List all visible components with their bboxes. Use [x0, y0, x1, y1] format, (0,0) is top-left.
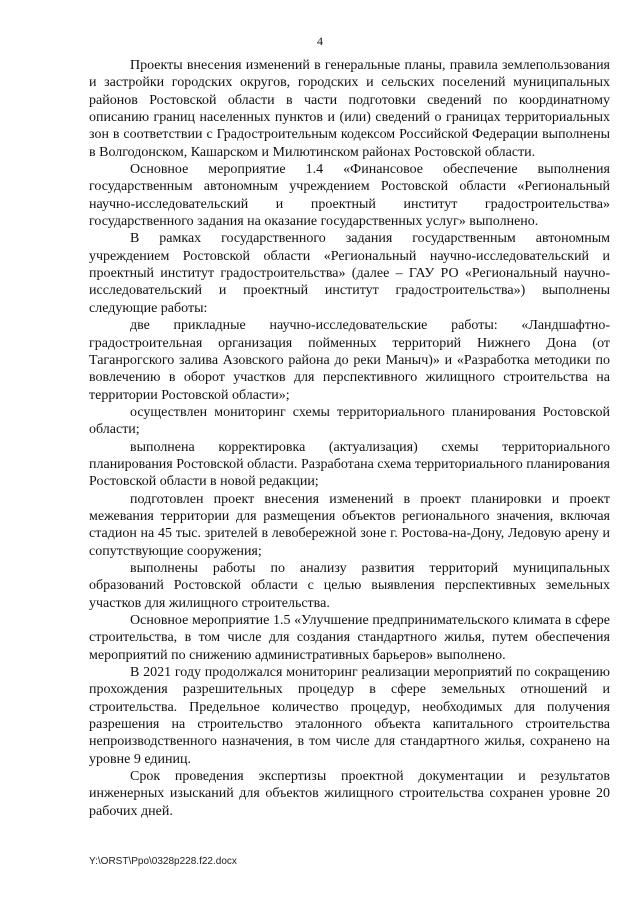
paragraph-2: Основное мероприятие 1.4 «Финансовое обеспечение выполнения государственным автономным учреждением Ростовской области «Региональный научно-исследовательский и проектный институт градостроительства» государственного задания на оказание государственных услуг» выполнено. — [89, 162, 610, 230]
paragraph-10: В 2021 году продолжался мониторинг реализации мероприятий по сокращению прохождения разрешительных процедур в сфере земельных отношений и строительства. Предельное количество процедур, необходимых для получения разрешения на строительство эталонного объекта капитального строительства непроизводственного назначения, в том числе для стандартного жилья, сохранено на уровне 9 единиц. — [89, 665, 610, 767]
paragraph-5: осуществлен мониторинг схемы территориального планирования Ростовской области; — [89, 404, 610, 438]
document-body — [89, 57, 610, 820]
paragraph-3: В рамках государственного задания государственным автономным учреждением Ростовской области «Региональный научно-исследовательский и проектный институт градостроительства» (далее – ГАУ РО «Региональный научно-исследовательский и проектный институт градостроительства») выполнены следующие работы: — [89, 231, 610, 316]
paragraph-8: выполнены работы по анализу развития территорий муниципальных образований Ростовской области с целью выявления перспективных земельных участков для жилищного строительства. — [89, 560, 610, 611]
paragraph-4: две прикладные научно-исследовательские работы: «Ландшафтно-градостроительная организация пойменных территорий Нижнего Дона (от Таганрогского залива Азовского района до реки Маныч)» и «Разработка методики по вовлечению в оборот участков для перспективного жилищного строительства на территории Ростовской области»; — [89, 318, 610, 403]
paragraph-7: подготовлен проект внесения изменений в проект планировки и проект межевания территории для размещения объектов регионального значения, включая стадион на 45 тыс. зрителей в левобережной зоне г. Ростова-на-Дону, Ледовую арену и сопутствующие сооружения; — [89, 491, 610, 559]
file-path-footer: Y:\ORST\Ppo\0328p228.f22.docx — [89, 856, 237, 867]
page-number: 4 — [317, 34, 323, 48]
paragraph-9: Основное мероприятие 1.5 «Улучшение предпринимательского климата в сфере строительства, в том числе для создания стандартного жилья, путем обеспечения мероприятий по снижению административных барьеров» выполнено. — [89, 613, 610, 663]
paragraph-1: Проекты внесения изменений в генеральные планы, правила землепользования и застройки городских округов, городских и сельских поселений муниципальных районов Ростовской области в части подготовки сведений по координатному описанию границ населенных пунктов и (или) сведений о границах территориальных зон в соответствии с Градостроительным кодексом Российской Федерации выполнены в Волгодонском, Кашарском и Милютинском районах Ростовской области. — [89, 58, 610, 160]
paragraph-11: Срок проведения экспертизы проектной документации и результатов инженерных изысканий для объектов жилищного строительства сохранен уровне 20 рабочих дней. — [89, 769, 610, 819]
paragraph-6: выполнена корректировка (актуализация) схемы территориального планирования Ростовской области. Разработана схема территориального планирования Ростовской области в новой редакции; — [89, 439, 610, 490]
